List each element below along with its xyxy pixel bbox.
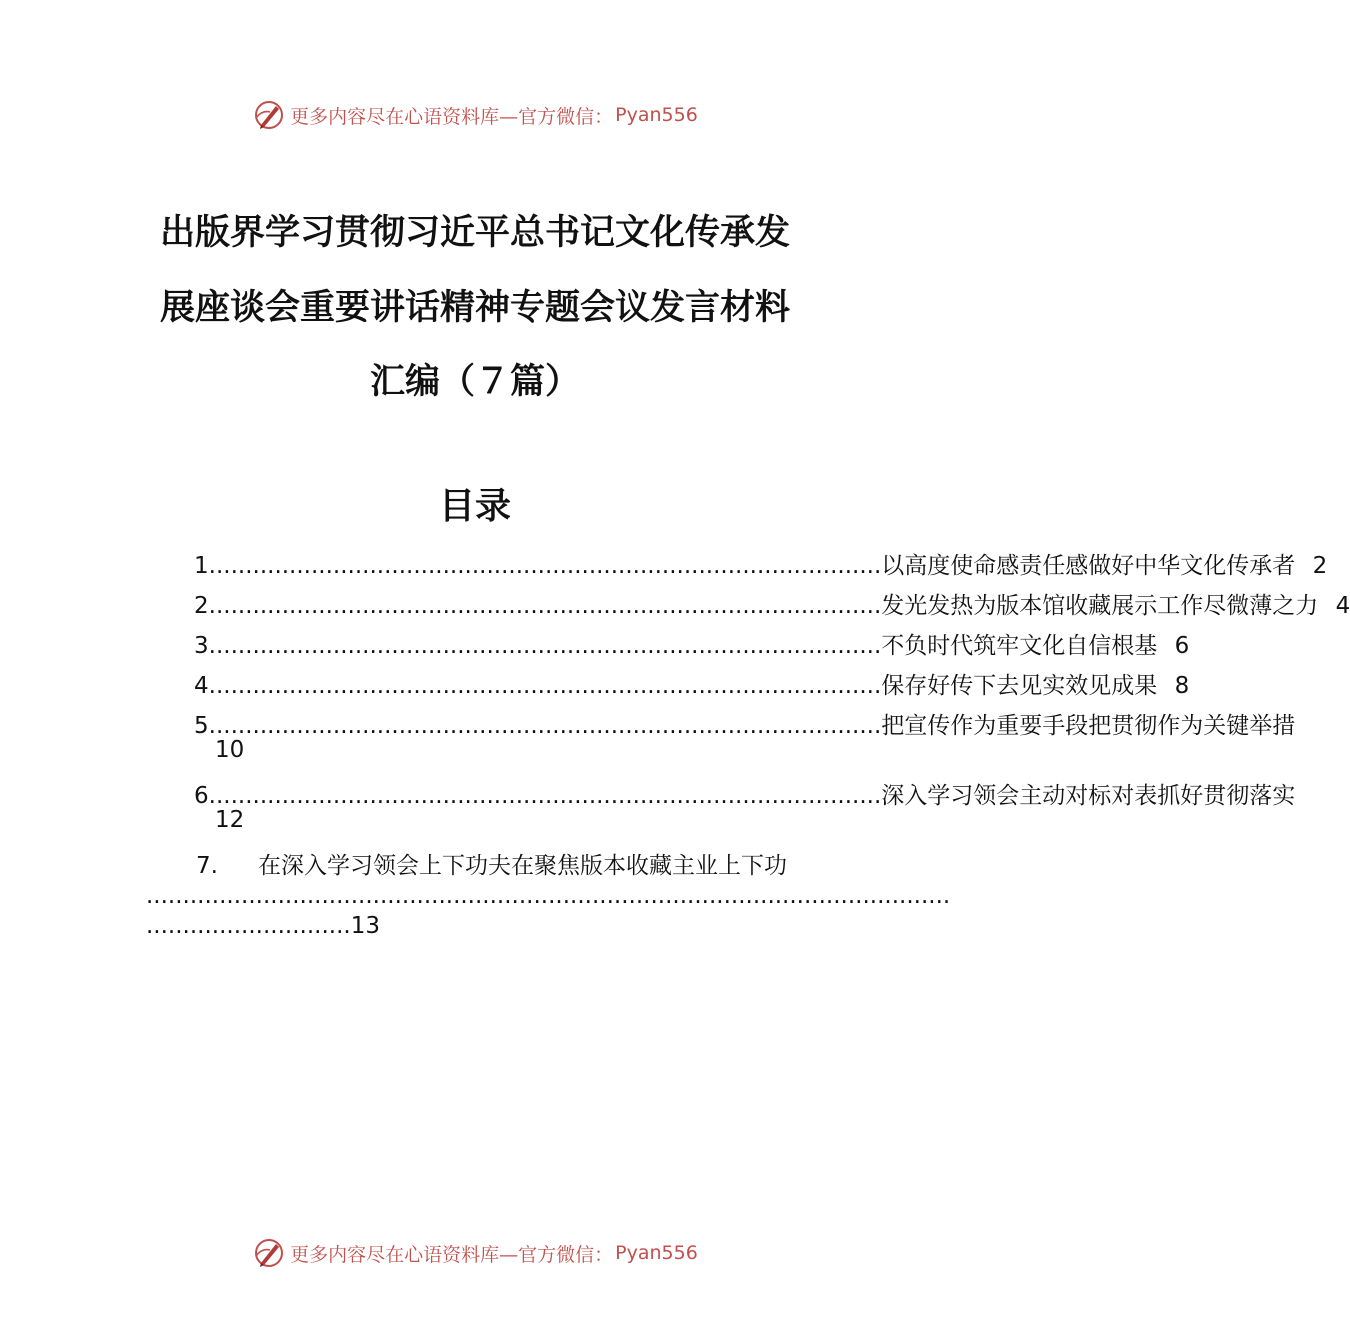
toc-entry-page: 4 xyxy=(1335,593,1350,619)
toc-entry-title: 不负时代筑牢文化自信根基 xyxy=(881,633,1158,659)
toc-entry-page: 6 xyxy=(1174,633,1190,659)
toc-heading: 目录 xyxy=(438,485,511,527)
toc-leader-dots: ............................................................................................ xyxy=(208,553,882,579)
toc-entry-number: 3 xyxy=(194,633,209,659)
toc-entry-number: 6 xyxy=(194,783,209,809)
doc-title-line-1: 出版界学习贯彻习近平总书记文化传承发 xyxy=(159,212,790,253)
banner-text: 更多内容尽在心语资料库—官方微信： xyxy=(290,1243,614,1266)
toc-entry-number: 1 xyxy=(194,553,209,579)
toc-entry-page: 8 xyxy=(1174,673,1190,699)
pen-logo-icon xyxy=(252,98,286,132)
toc-entry-number: 4 xyxy=(194,673,209,699)
toc-leader-dots: ............................ xyxy=(146,913,351,939)
toc-entry-2[interactable] xyxy=(194,587,1350,619)
toc-entry-1[interactable] xyxy=(194,547,1328,579)
toc-entry-title: 把宣传作为重要手段把贯彻作为关键举措 xyxy=(881,713,1296,739)
toc-entry-title: 以高度使命感责任感做好中华文化传承者 xyxy=(881,553,1296,579)
toc-entry-3[interactable] xyxy=(194,627,1190,659)
toc-entry-4[interactable] xyxy=(194,667,1190,699)
banner-wechat-id: Pyan556 xyxy=(615,1242,698,1264)
toc-entry-title: 在深入学习领会上下功夫在聚焦版本收藏主业上下功 xyxy=(257,853,787,879)
toc-entry-number: 5 xyxy=(194,713,209,739)
banner-wechat-id: Pyan556 xyxy=(615,104,698,126)
toc-leader-dots: ............................................................................................ xyxy=(208,633,882,659)
toc-entry-number: 7. xyxy=(196,853,218,879)
toc-entry-title: 深入学习领会主动对标对表抓好贯彻落实 xyxy=(881,783,1296,809)
toc-entry-6[interactable] xyxy=(194,777,1296,809)
toc-entry-6-page: 12 xyxy=(215,807,245,833)
pen-logo-icon xyxy=(252,1236,286,1270)
toc-entry-title: 保存好传下去见实效见成果 xyxy=(881,673,1158,699)
toc-leader-dots: ............................................................................................ xyxy=(208,673,882,699)
toc-leader-dots: .............................................................................................................. xyxy=(146,883,951,909)
doc-title-line-3: 汇编（７篇） xyxy=(369,361,580,402)
toc-entry-7[interactable] xyxy=(196,847,787,880)
toc-entry-number: 2 xyxy=(194,593,209,619)
toc-leader-dots: ............................................................................................ xyxy=(208,783,882,809)
doc-title-line-2: 展座谈会重要讲话精神专题会议发言材料 xyxy=(159,287,790,328)
footer-banner xyxy=(0,1233,950,1273)
toc-leader-dots: ............................................................................................ xyxy=(208,593,882,619)
toc-entry-page: 13 xyxy=(350,913,380,939)
toc-entry-5[interactable] xyxy=(194,707,1296,739)
banner-text: 更多内容尽在心语资料库—官方微信： xyxy=(290,105,614,128)
header-banner xyxy=(0,95,950,135)
toc-leader-dots: ............................................................................................ xyxy=(208,713,882,739)
toc-entry-5-page: 10 xyxy=(215,737,245,763)
toc-entry-page: 2 xyxy=(1312,553,1328,579)
toc-entry-title: 发光发热为版本馆收藏展示工作尽微薄之力 xyxy=(881,593,1319,619)
toc-entry-7-page-line xyxy=(146,913,380,939)
